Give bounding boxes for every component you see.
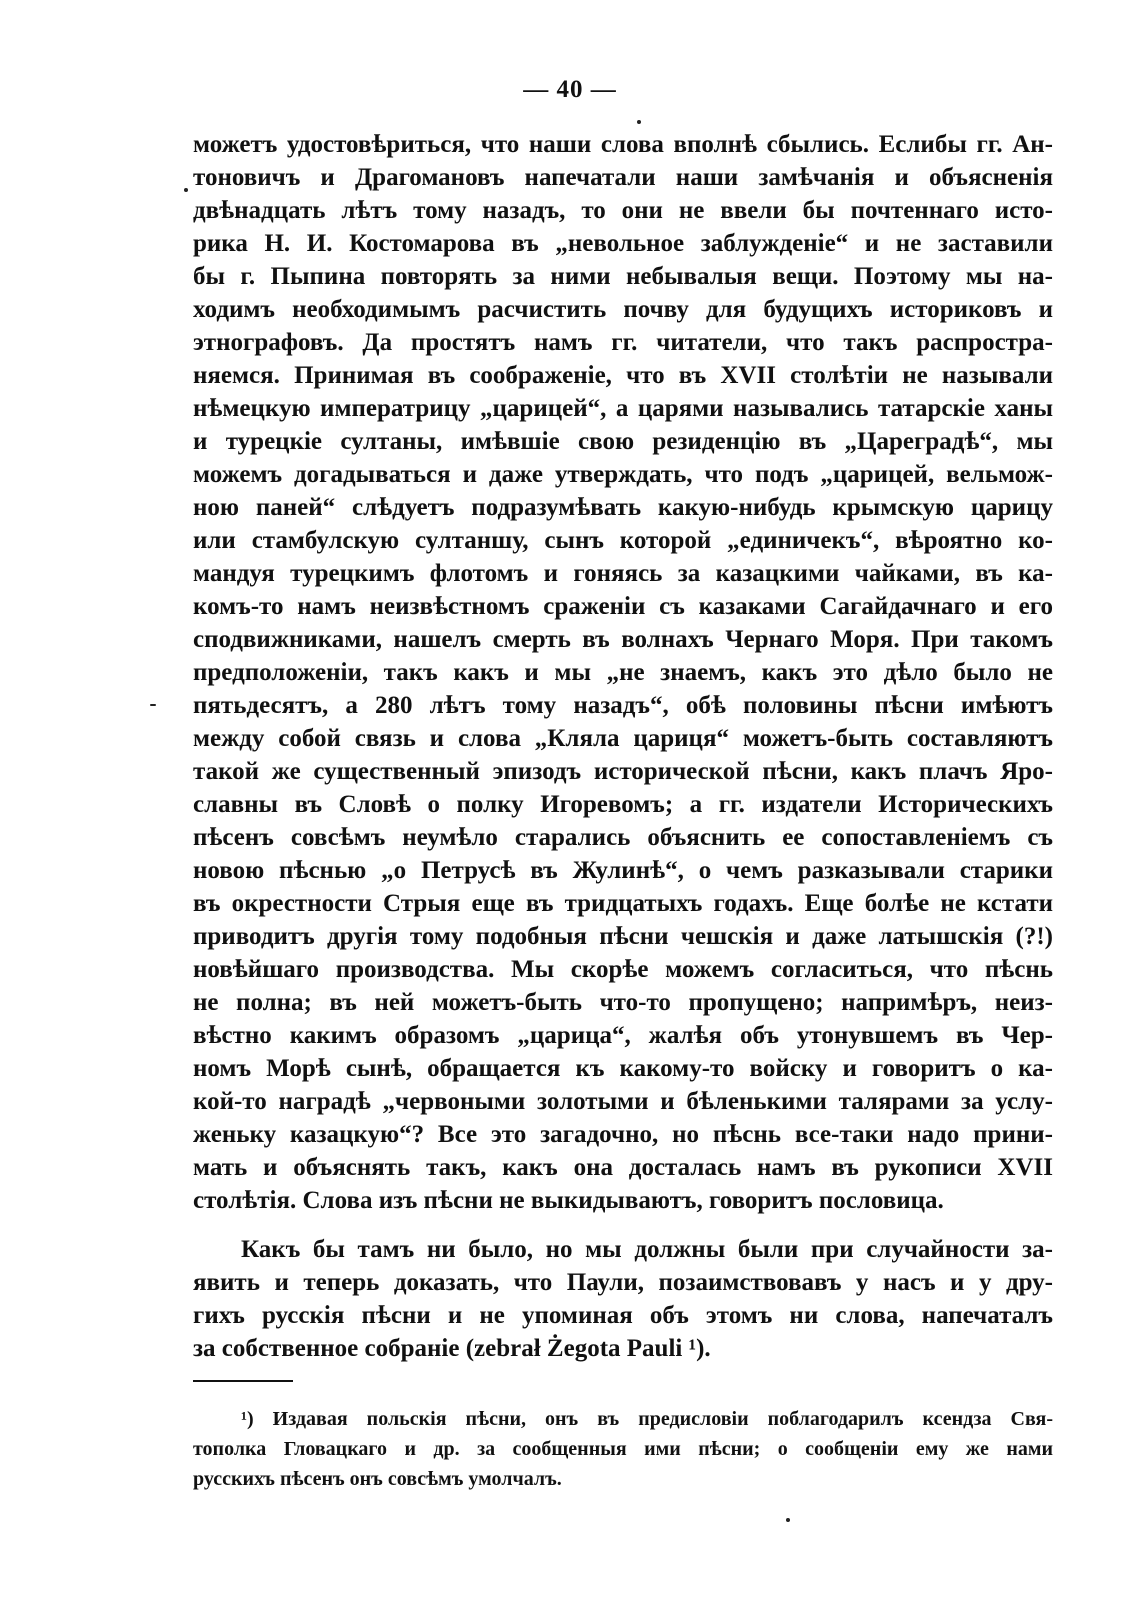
text-line: новою пѣснью „о Петрусѣ въ Жулинѣ“, о чемъ разказывали старики xyxy=(193,857,1053,884)
text-line: или стамбулскую султаншу, сынъ которой „единичекъ“, вѣроятно ко- xyxy=(193,527,1053,554)
print-speck xyxy=(637,120,641,124)
paragraph-1 xyxy=(193,128,1053,1217)
text-line: нѣмецкую императрицу „царицей“, а царями назывались татарскіе ханы xyxy=(193,395,1053,422)
print-speck xyxy=(786,1518,790,1522)
text-line: этнографовъ. Да простятъ намъ гг. читатели, что такъ распростра- xyxy=(193,329,1053,356)
text-line: за собственное собраніе (zebrał Żegota Pauli ¹). xyxy=(193,1335,711,1362)
footnote-line: тополка Гловацкаго и др. за сообщенныя ими пѣсни; о сообщеніи ему же нами xyxy=(193,1438,1053,1460)
text-line: такой же существенный эпизодъ исторической пѣсни, какъ плачъ Яро- xyxy=(193,758,1053,785)
text-line: кой-то наградѣ „червоными золотыми и бѣленькими талярами за услу- xyxy=(193,1088,1053,1115)
text-line: женьку казацкую“? Все это загадочно, но пѣснь все-таки надо прини- xyxy=(193,1121,1053,1148)
paragraph-2 xyxy=(193,1233,1053,1365)
text-line: можетъ удостовѣриться, что наши слова вполнѣ сбылись. Еслибы гг. Ан- xyxy=(193,131,1053,158)
text-line: можемъ догадываться и даже утверждать, что подъ „царицей, вельмож- xyxy=(193,461,1053,488)
text-line: двѣнадцать лѣтъ тому назадъ, то они не ввели бы почтеннаго исто- xyxy=(193,197,1053,224)
paragraph-gap xyxy=(193,1217,1053,1233)
text-line: ною паней“ слѣдуетъ подразумѣвать какую-нибудь крымскую царицу xyxy=(193,494,1053,521)
text-line: комъ-то намъ неизвѣстномъ сраженіи съ казаками Сагайдачнаго и его xyxy=(193,593,1053,620)
text-line: няемся. Принимая въ соображеніе, что въ XVII столѣтіи не называли xyxy=(193,362,1053,389)
text-line: вѣстно какимъ образомъ „царица“, жалѣя объ утонувшемъ въ Чер- xyxy=(193,1022,1053,1049)
print-speck xyxy=(184,188,188,192)
text-line: пятьдесятъ, а 280 лѣтъ тому назадъ“, обѣ половины пѣсни имѣютъ xyxy=(193,692,1053,719)
text-line: пѣсенъ совсѣмъ неумѣло старались объяснить ее сопоставленіемъ съ xyxy=(193,824,1053,851)
text-line: приводитъ другія тому подобныя пѣсни чешскія и даже латышскія (?!) xyxy=(193,923,1053,950)
text-line: новѣйшаго производства. Мы скорѣе можемъ согласиться, что пѣснь xyxy=(193,956,1053,983)
text-line: сподвижниками, нашелъ смерть въ волнахъ Чернаго Моря. При такомъ xyxy=(193,626,1053,653)
text-line: явить и теперь доказать, что Паули, позаимствовавъ у насъ и у дру- xyxy=(193,1269,1053,1296)
text-line: и турецкіе султаны, имѣвшіе свою резиденцію въ „Цареградѣ“, мы xyxy=(193,428,1053,455)
text-line: рика Н. И. Костомарова въ „невольное заблужденіе“ и не заставили xyxy=(193,230,1053,257)
page-number: — 40 — xyxy=(523,76,617,103)
text-line: не полна; въ ней можетъ-быть что-то пропущено; напримѣръ, неиз- xyxy=(193,989,1053,1016)
main-text xyxy=(193,128,1053,1365)
text-line: номъ Морѣ сынѣ, обращается къ какому-то войску и говоритъ о ка- xyxy=(193,1055,1053,1082)
text-line: бы г. Пыпина повторять за ними небывалыя вещи. Поэтому мы на- xyxy=(193,263,1053,290)
footnote-divider xyxy=(193,1380,293,1382)
print-speck xyxy=(150,704,156,706)
text-line: гихъ русскія пѣсни и не упоминая объ этомъ ни слова, напечаталъ xyxy=(193,1302,1053,1329)
text-line: въ окрестности Стрыя еще въ тридцатыхъ годахъ. Еще болѣе не кстати xyxy=(193,890,1053,917)
footnote-line: ¹) Издавая польскія пѣсни, онъ въ предисловіи поблагодарилъ ксендза Свя- xyxy=(241,1408,1053,1430)
text-line: предположеніи, такъ какъ и мы „не знаемъ, какъ это дѣло было не xyxy=(193,659,1053,686)
text-line: тоновичъ и Драгомановъ напечатали наши замѣчанія и объясненія xyxy=(193,164,1053,191)
text-line: столѣтія. Слова изъ пѣсни не выкидываютъ, говоритъ пословица. xyxy=(193,1187,944,1214)
footnote-line: русскихъ пѣсенъ онъ совсѣмъ умолчалъ. xyxy=(193,1468,562,1490)
text-line: мать и объяснять такъ, какъ она досталась намъ въ рукописи XVII xyxy=(193,1154,1053,1181)
text-line: между собой связь и слова „Кляла цариця“ можетъ-быть составляютъ xyxy=(193,725,1053,752)
footnote xyxy=(193,1404,1053,1494)
text-line: славны въ Словѣ о полку Игоревомъ; а гг. издатели Историческихъ xyxy=(193,791,1053,818)
text-line: мандуя турецкимъ флотомъ и гоняясь за казацкими чайками, въ ка- xyxy=(193,560,1053,587)
text-line: Какъ бы тамъ ни было, но мы должны были при случайности за- xyxy=(241,1236,1053,1263)
text-line: ходимъ необходимымъ расчистить почву для будущихъ историковъ и xyxy=(193,296,1053,323)
